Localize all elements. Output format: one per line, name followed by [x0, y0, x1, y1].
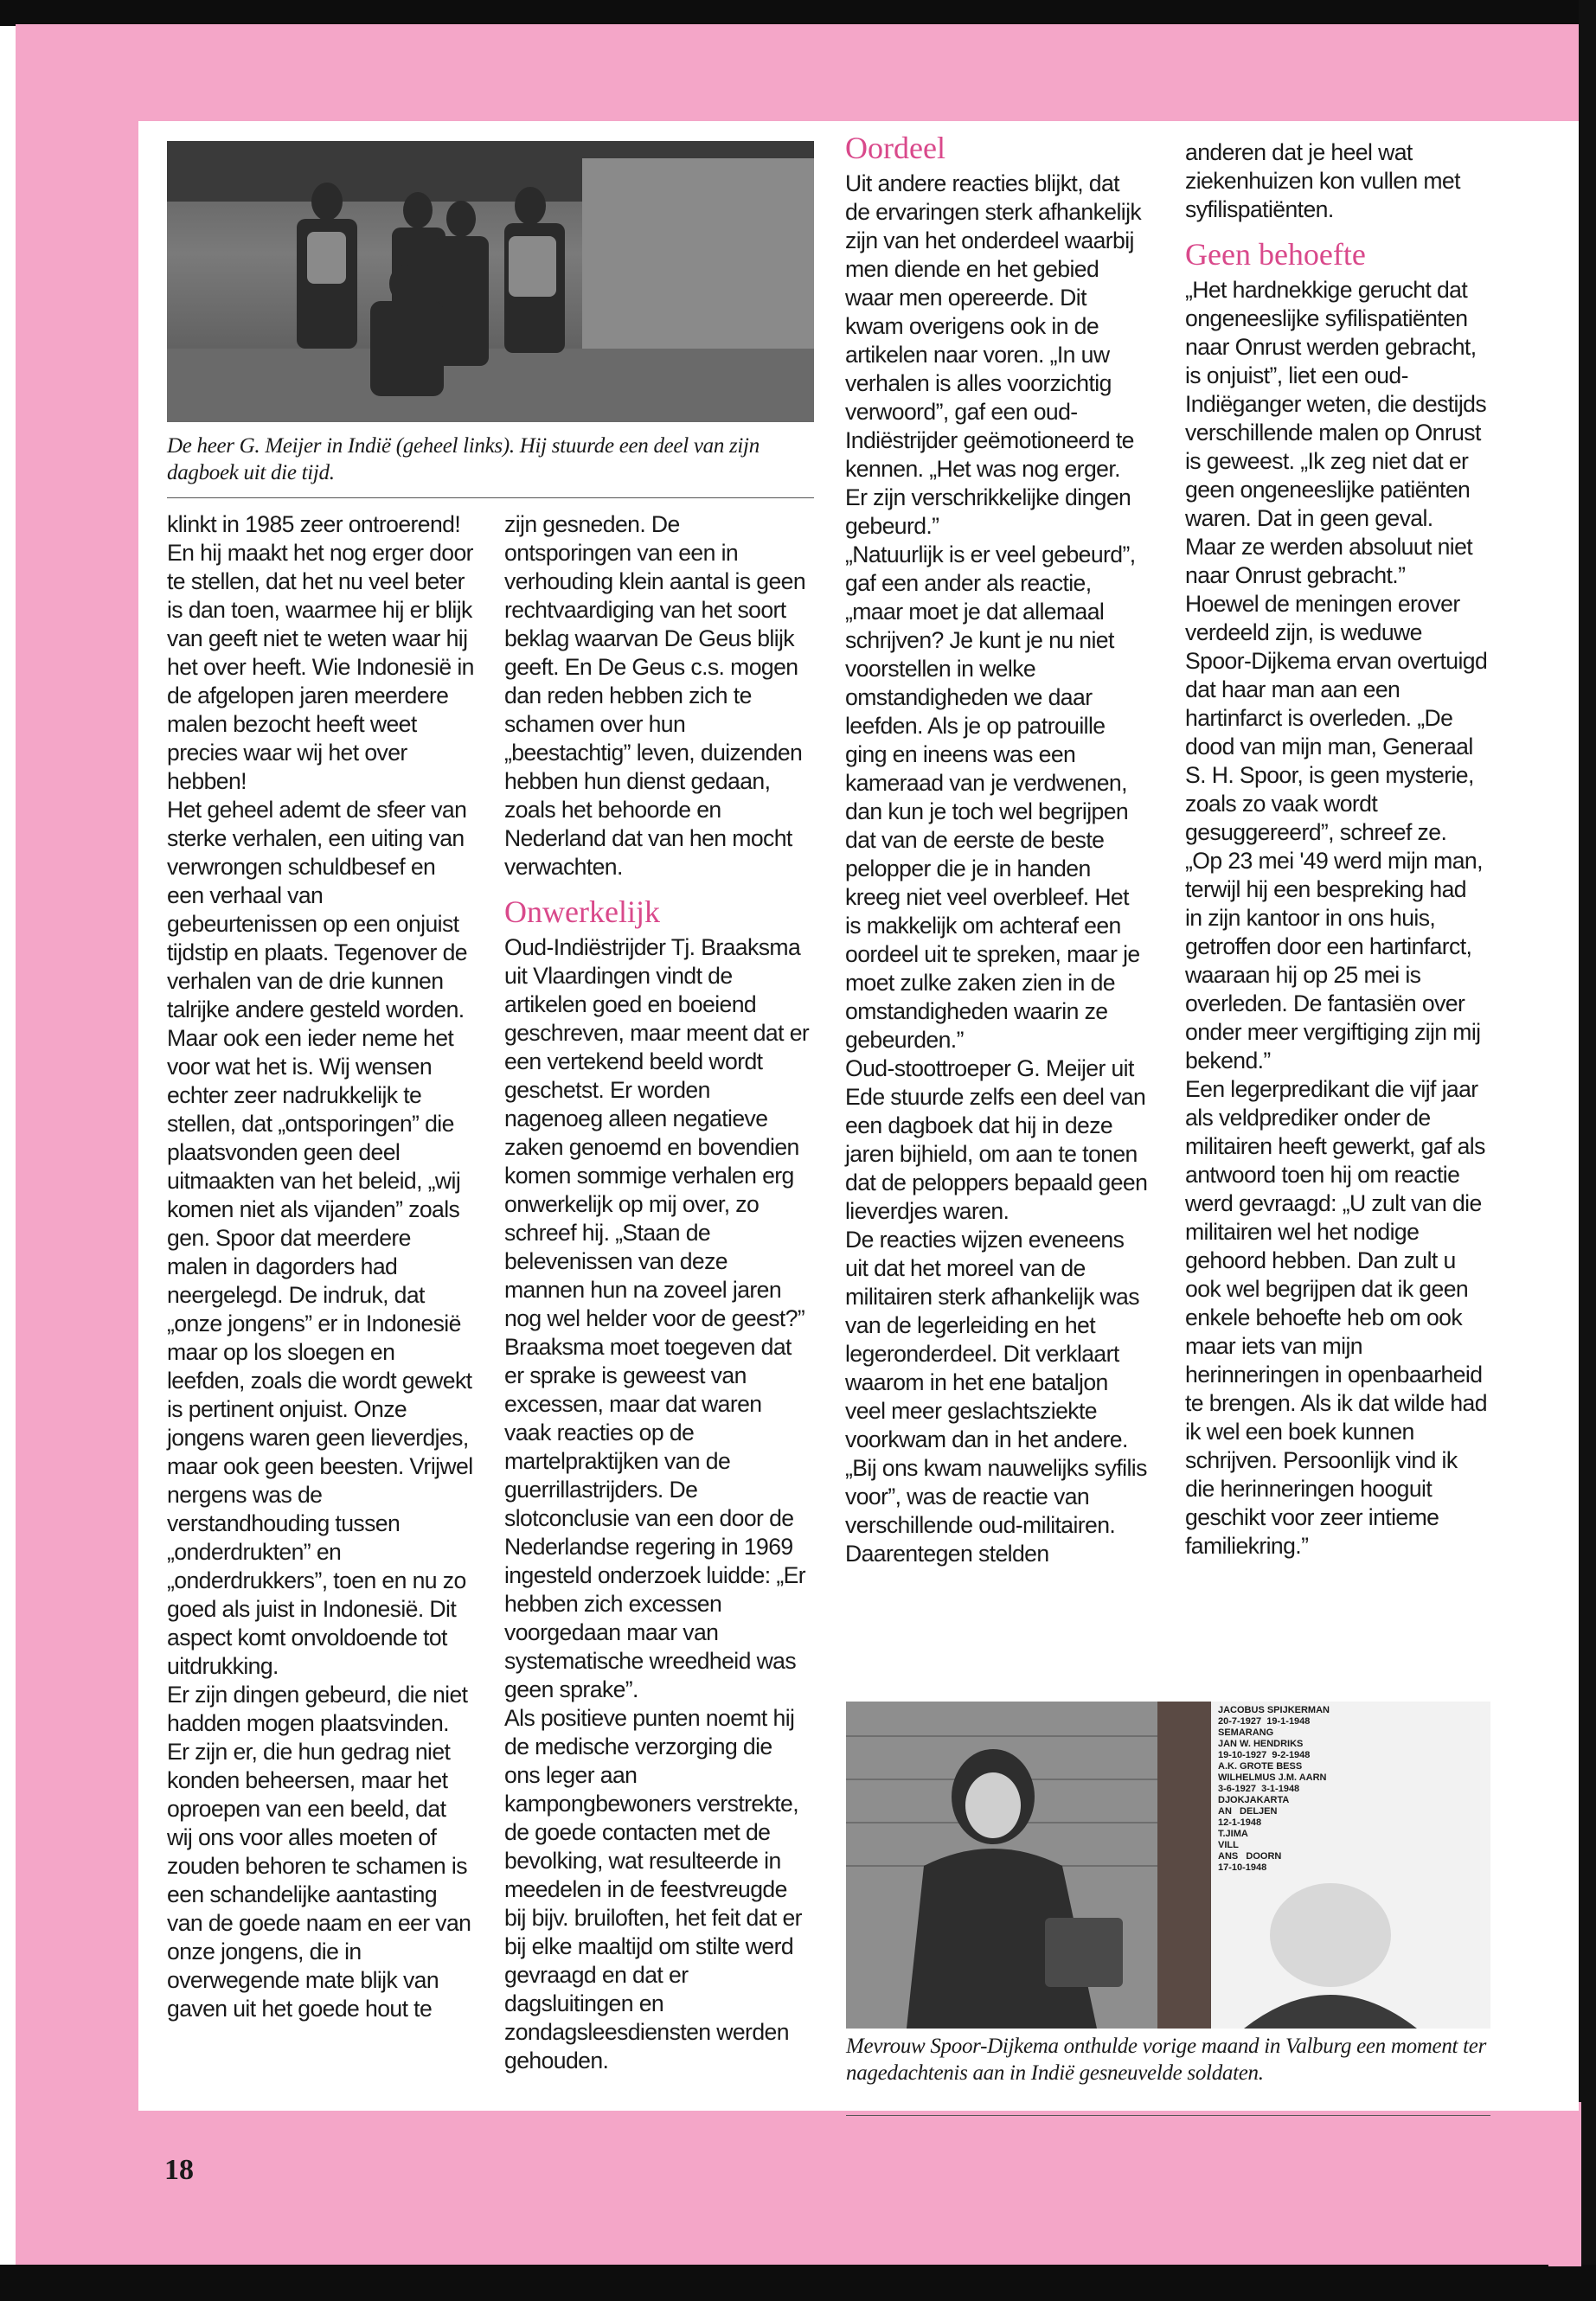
column-1 — [167, 510, 474, 2023]
col2-paragraph: Braaksma moet toegeven dat er sprake is geweest van excessen, maar dat waren vaak reacties op de martelpraktijken van de guerrillastrijders. De slotconclusie van een door de Nederlandse regering in 1969 ingesteld onderzoek luidde: „Er hebben zich excessen voorgedaan maar van systematische wreedheid was geen sprake”. — [504, 1334, 806, 1702]
col4-paragraph: anderen dat je heel wat ziekenhuizen kon vullen met syfilispatiënten. — [1185, 139, 1460, 222]
col3-paragraph: Uit andere reacties blijkt, dat de ervaringen sterk afhankelijk zijn van het onderdeel waarbij men diende en het gebied waar men opereerde. Dit kwam overigens ook in de artikelen naar voren. „In uw verhalen is alles voorzichtig verwoord”, gaf een oud-Indiëstrijder geëmotioneerd te kennen. „Het was nog erger. Er zijn verschrikkelijke dingen gebeurd.” — [845, 170, 1142, 539]
memorial-photo — [846, 1702, 1490, 2029]
col4-paragraph: Een legerpredikant die vijf jaar als veldprediker onder de militairen heeft gewerkt, gaf als antwoord toen hij om reactie werd gevraagd: „U zult van die militairen wel het nodige gehoord hebben. Dan zult u ook wel begrijpen dat ik geen enkele behoefte heb om ook maar iets van mijn herinneringen in openbaarheid te brengen. Als ik dat wilde had ik wel een boek kunnen schrijven. Persoonlijk vind ik die herinneringen hooguit geschikt voor zeer intieme familiekring.” — [1185, 1076, 1487, 1559]
col4-paragraph: „Het hardnekkige gerucht dat ongeneeslijke syfilispatiënten naar Onrust werden gebracht, is onjuist”, liet een oud-Indiëganger weten, die destijds verschillende malen op Onrust is geweest. „Ik zeg niet dat er geen ongeneeslijke patiënten waren. Dat in geen geval. Maar ze werden absoluut niet naar Onrust gebracht.” — [1185, 277, 1487, 588]
caption-rule-2 — [846, 2115, 1490, 2116]
heading-onwerkelijk: Onwerkelijk — [504, 894, 660, 929]
scan-border-top — [0, 0, 1596, 26]
memorial-plaque-text: JACOBUS SPIJKERMAN 20-7-1927 19-1-1948 SEMARANG JAN W. HENDRIKS 19-10-1927 9-2-1948 A.K. GROTE BESS WILHELMUS J.M. AARN 3-6-1927 3-1-1948 DJOKJAKARTA AN DELJEN 12-1-1948 T.JIMA VILL ANS DOORN 17-10-1948 — [1218, 1705, 1330, 1873]
col1-paragraph: klinkt in 1985 zeer ontroerend! En hij maakt het nog erger door te stellen, dat het nu veel beter is dan toen, waarmee hij er blijk van geeft niet te weten waar hij het over heeft. Wie Indonesië in de afgelopen jaren meerdere malen bezocht heeft weet precies waar wij het over hebben! — [167, 511, 474, 794]
photo2-caption: Mevrouw Spoor-Dijkema onthulde vorige maand in Valburg een moment ter nagedachtenis aan in Indië gesneuvelde soldaten. — [846, 2035, 1487, 2085]
col2-paragraph: Als positieve punten noemt hij de medische verzorging die ons leger aan kampongbewoners verstrekte, de goede contacten met de bevolking, wat resulteerde in meedelen in de feestvreugde bij bijv. bruiloften, het feit dat er bij elke maaltijd om stilte werd gevraagd en dat er dagsluitingen en zondagsleesdiensten werden gehouden. — [504, 1705, 802, 2073]
photo1-caption: De heer G. Meijer in Indië (geheel links). Hij stuurde een deel van zijn dagboek uit die tijd. — [167, 434, 760, 484]
soldiers-photo — [167, 141, 814, 422]
col1-paragraph: Er zijn dingen gebeurd, die niet hadden mogen plaatsvinden. Er zijn er, die hun gedrag niet konden beheersen, maar het oproepen van een beeld, dat wij ons voor alles moeten of zouden behoren te schamen is een schandelijke aantasting van de goede naam en eer van onze jongens, die in overwegende mate blijk van gaven uit het goede hout te — [167, 1682, 471, 2022]
col2-paragraph: Oud-Indiëstrijder Tj. Braaksma uit Vlaardingen vindt de artikelen goed en boeiend geschreven, maar meent dat er een vertekend beeld wordt geschetst. Er worden nagenoeg alleen negatieve zaken genoemd en bovendien komen sommige verhalen erg onwerkelijk op mij over, zo schreef hij. „Staan de belevenissen van deze mannen hun na zoveel jaren nog wel helder voor de geest?” — [504, 934, 810, 1331]
scan-border-bottom — [0, 2265, 1596, 2301]
col1-paragraph: Het geheel ademt de sfeer van sterke verhalen, een uiting van verwrongen schuldbesef en een verhaal van gebeurtenissen op een onjuist tijdstip en plaats. Tegenover de verhalen van de drie kunnen talrijke andere gesteld worden. Maar ook een ieder neme het voor wat het is. Wij wensen echter zeer nadrukkelijk te stellen, dat „ontsporingen” die plaatsvonden geen deel uitmaakten van het beleid, „wij komen niet als vijanden” zoals gen. Spoor dat meerdere malen in dagorders had neergelegd. De indruk, dat „onze jongens” er in Indonesië maar op los sloegen en leefden, zoals die wordt gewekt is pertinent onjuist. Onze jongens waren geen lieverdjes, maar ook geen beesten. Vrijwel nergens was de verstandhouding tussen „onderdrukten” en „onderdrukkers”, toen en nu zo goed als juist in Indonesië. Dit aspect komt onvoldoende tot uitdrukking. — [167, 797, 473, 1679]
col3-paragraph: De reacties wijzen eveneens uit dat het moreel van de militairen sterk afhankelijk was van de legerleiding en het legeronderdeel. Dit verklaart waarom in het ene bataljon veel meer geslachtsziekte voorkwam dan in het andere. „Bij ons kwam nauwelijks syfilis voor”, was de reactie van verschillende oud-militairen. Daarentegen stelden — [845, 1227, 1147, 1567]
heading-geen-behoefte: Geen behoefte — [1185, 237, 1366, 272]
column-3 — [845, 130, 1148, 1568]
heading-oordeel: Oordeel — [845, 131, 945, 165]
page-number: 18 — [164, 2154, 194, 2186]
col3-paragraph: „Natuurlijk is er veel gebeurd”, gaf een ander als reactie, „maar moet je dat allemaal schrijven? Je kunt je nu niet voorstellen in welke omstandigheden we daar leefden. Als je op patrouille ging en ineens was een kameraad van je verdwenen, dan kun je toch wel begrijpen dat van de eerste de beste pelopper die je in handen kreeg niet veel overbleef. Het is makkelijk om achteraf een oordeel uit te spreken, maar je moet zulke zaken zien in de omstandigheden waarin ze gebeurden.” — [845, 542, 1140, 1053]
column-4 — [1185, 138, 1488, 1561]
caption-rule — [167, 497, 814, 498]
col3-paragraph: Oud-stoottroeper G. Meijer uit Ede stuurde zelfs een deel van een dagboek dat hij in deze jaren bijhield, om aan te tonen dat de peloppers bepaald geen lieverdjes waren. — [845, 1055, 1148, 1224]
scan-border-right — [1579, 0, 1596, 2301]
column-2 — [504, 510, 811, 2075]
col2-paragraph: zijn gesneden. De ontsporingen van een in verhouding klein aantal is geen rechtvaardiging van het soort beklag waarvan De Geus blijk geeft. En De Geus c.s. mogen dan reden hebben zich te schamen over hun „beestachtig” leven, duizenden hebben hun dienst gedaan, zoals het behoorde en Nederland dat van hen mocht verwachten. — [504, 511, 806, 880]
pink-side-tab — [1548, 2102, 1581, 2266]
col4-paragraph: Hoewel de meningen erover verdeeld zijn, is weduwe Spoor-Dijkema ervan overtuigd dat haar man aan een hartinfarct is overleden. „De dood van mijn man, Generaal S. H. Spoor, is geen mysterie, zoals zo vaak wordt gesuggereerd”, schreef ze. „Op 23 mei '49 werd mijn man, terwijl hij een bespreking had in zijn kantoor in ons huis, getroffen door een hartinfarct, waaraan hij op 25 mei is overleden. De fantasiën over onder meer vergiftiging zijn mij bekend.” — [1185, 591, 1488, 1074]
